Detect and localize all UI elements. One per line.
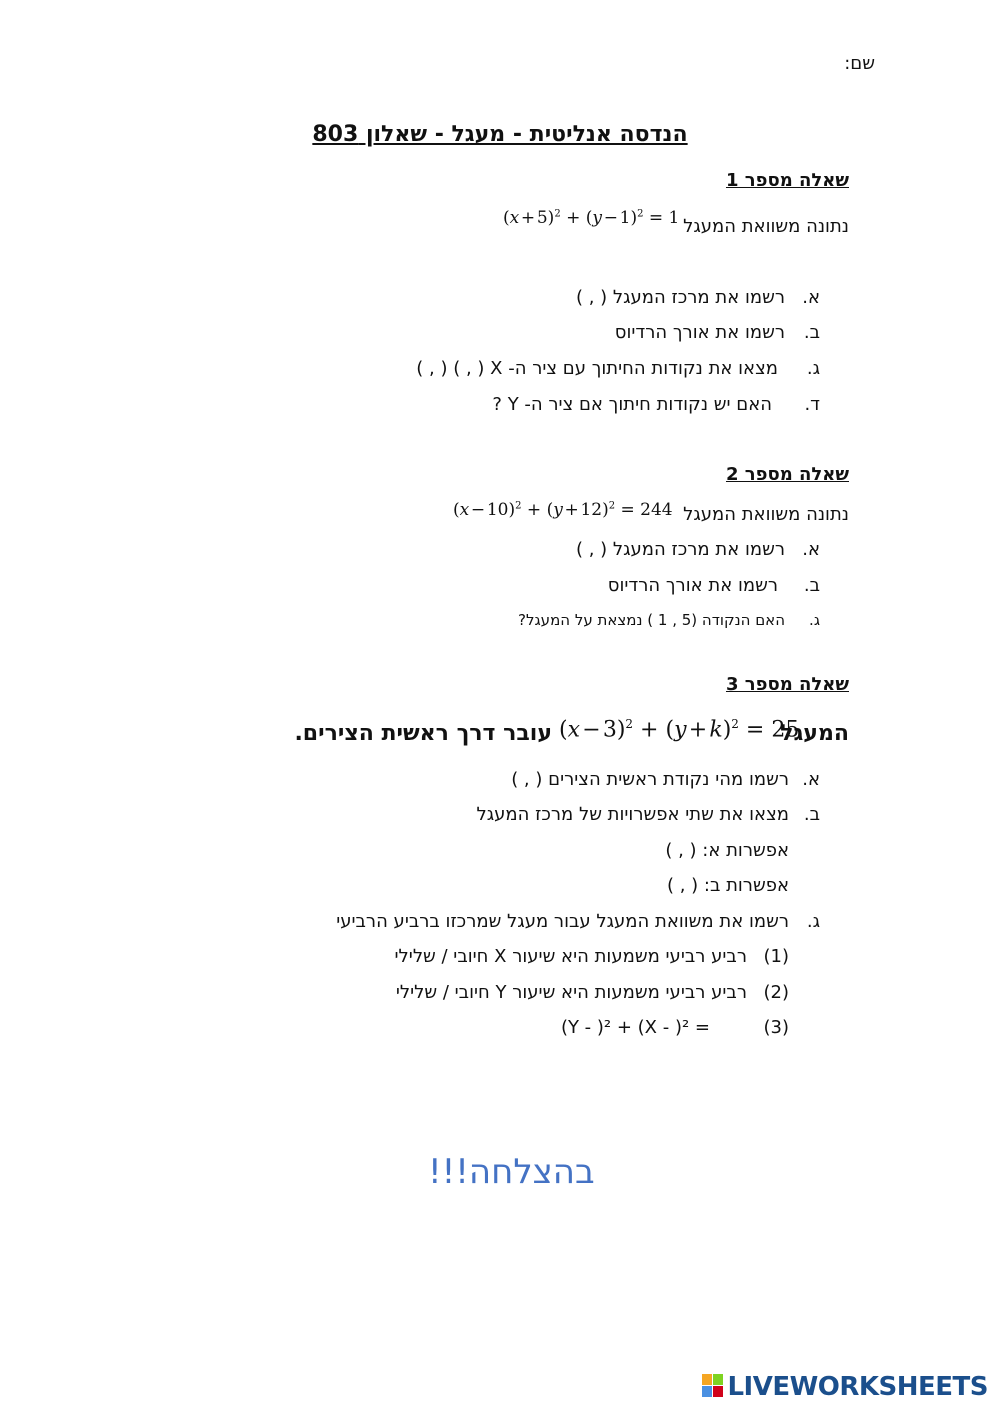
q2-item-text: רשמו את אורך הרדיוס [607, 575, 778, 596]
question-1-given: נתונה משוואת המעגל [683, 216, 849, 237]
question-3-heading: שאלה מספר 3 [725, 674, 849, 695]
q3-sub-number: (1) [763, 946, 789, 967]
question-1-heading: שאלה מספר 1 [725, 170, 849, 191]
q3-item-text: רשמו מהי נקודת ראשית הצירים ( , ) [511, 769, 789, 790]
q1-item-text: רשמו את מרכז המעגל ( , ) [575, 287, 785, 308]
q3-item-text: מצאו את שתי אפשרויות של מרכז המעגל [476, 804, 789, 825]
q2-item-text: רשמו את מרכז המעגל ( , ) [575, 539, 785, 560]
question-2-given: נתונה משוואת המעגל [683, 504, 849, 525]
question-3-equation: (x − 3)$^2$ + (y + k)$^2$ = 25 [559, 717, 800, 743]
q3-item-letter: ב. [803, 804, 820, 825]
q3-option-b: אפשרות ב: ( , ) [666, 875, 789, 896]
liveworksheets-logo[interactable] [702, 1372, 988, 1402]
q3-sub-number: (3) [763, 1017, 789, 1038]
name-label: שם: [844, 53, 875, 74]
q3-item-text: רשמו את משוואת המעגל עבור מעגל שמרכזו ברביע הרביעי [336, 911, 789, 932]
q1-item-letter: א. [802, 287, 820, 308]
q3-sub-text: (Y - )² + (X - )² = [560, 1017, 710, 1038]
q3-option-a: אפשרות א: ( , ) [665, 840, 789, 861]
question-3-line-end: עובר דרך ראשית הצירים. [294, 721, 552, 746]
q3-item-letter: א. [802, 769, 820, 790]
q3-sub-number: (2) [763, 982, 789, 1003]
q1-item-text: רשמו את אורך הרדיוס [614, 322, 785, 343]
question-2-equation: (x − 10)$^2$ + (y + 12)$^2$ = 244 [453, 500, 673, 520]
logo-text: LIVEWORKSHEETS [727, 1372, 988, 1402]
question-3-line-start: המעגל [780, 721, 849, 746]
closing-message: בהצלחה!!! [428, 1152, 595, 1192]
q1-item-letter: ג. [806, 358, 820, 379]
q1-item-letter: ד. [804, 394, 820, 415]
q1-item-text: האם יש נקודות חיתוך אם ציר ה- Y ? [492, 394, 772, 415]
q2-item-text: האם הנקודה (5 , 1 ) נמצאת על המעגל? [518, 611, 785, 629]
q2-item-letter: א. [802, 539, 820, 560]
q3-sub-text: רביע רביעי משמעות היא שיעור X חיובי / שלילי [394, 946, 747, 967]
q2-item-letter: ב. [803, 575, 820, 596]
q3-sub-text: רביע רביעי משמעות היא שיעור Y חיובי / שלילי [395, 982, 747, 1003]
question-2-heading: שאלה מספר 2 [725, 464, 849, 485]
logo-squares-icon [702, 1374, 724, 1398]
question-1-equation: (x + 5)$^2$ + (y − 1)$^2$ = 1 [503, 208, 680, 228]
page-title: הנדסה אנליטית - מעגל - שאלון 803 [312, 122, 688, 147]
q2-item-letter: ג. [809, 611, 820, 629]
q3-item-letter: ג. [806, 911, 820, 932]
q1-item-text: מצאו את נקודות החיתוך עם ציר ה- X ( , ) ( , ) [416, 358, 778, 379]
q1-item-letter: ב. [803, 322, 820, 343]
